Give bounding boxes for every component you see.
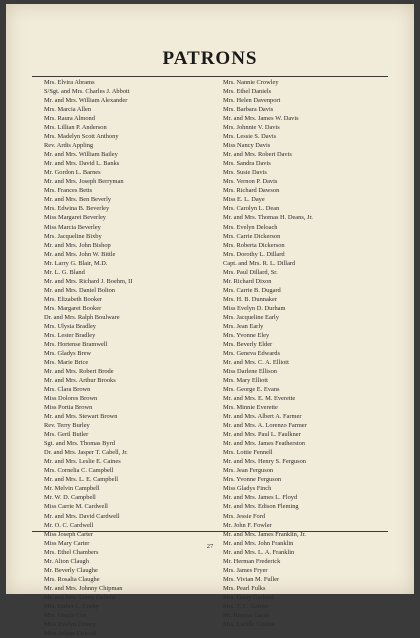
patron-name: Miss Mary Carter: [44, 539, 90, 547]
patron-name: Mrs. Elvira Abrams: [44, 79, 95, 86]
patron-name: Mrs. T. C. Garner: [223, 602, 269, 610]
patron-name: Mr. and Mrs. William Bailey: [44, 151, 118, 159]
patron-name: Capt. and Mrs. R. L. Dillard: [223, 259, 296, 267]
patron-name: Mrs. Susie Davis: [223, 169, 267, 177]
patron-name: Mr. Gordon L. Barnes: [44, 169, 101, 177]
patron-name: Mr. and Mrs. Robert Brode: [44, 368, 114, 375]
patron-name: Mr. and Mrs. Leroy Cofield: [44, 593, 115, 601]
patron-name: Mr. and Mrs. L. A. Franklin: [223, 548, 295, 556]
patron-name: Mrs. Sandra Davis: [223, 160, 271, 168]
patron-name: Miss Margaret Beverley: [44, 214, 106, 222]
patron-name: Mrs. H. B. Dunnaker: [223, 295, 277, 303]
patron-name: Mrs. Cornelia C. Campbell: [44, 467, 114, 475]
patron-name: Miss Darlene Ellison: [223, 368, 277, 375]
patron-name: Mrs. Nannie Crowley: [223, 79, 279, 86]
patron-name: Mr. W. D. Campbell: [44, 494, 96, 502]
patron-name: Mrs. Helen Davenport: [223, 97, 281, 105]
patron-name: Mrs. Jessie Ford: [223, 512, 266, 520]
patron-name: Mrs. Beverly Elder: [223, 340, 273, 348]
patron-name: Mr. and Mrs. A. Lorenzo Farmer: [223, 422, 307, 430]
patron-name: Mrs. Elizabeth Booker: [44, 295, 103, 303]
patron-name: Mr. Melvin Campbell: [44, 485, 100, 493]
patron-name: S/Sgt. and Mrs. Charles J. Abbott: [44, 88, 130, 96]
patron-name: Mrs. Mary Elliott: [223, 377, 268, 385]
patron-name: Mr. and Mrs. James W. Davis: [223, 115, 299, 123]
patron-name: Mr. and Mrs. James L. Floyd: [223, 494, 298, 502]
patron-name: Mr. Roscoe Garris: [223, 611, 271, 619]
patron-name: Mrs. Marcia Allen: [44, 106, 92, 114]
patron-name: Mr. and Mrs. Joseph Berryman: [44, 178, 124, 186]
patron-name: Miss Evelyn Creecy: [44, 620, 96, 628]
page-number: 27: [206, 543, 214, 550]
patron-name: Mrs. Marie Brice: [44, 358, 89, 366]
patron-name: Mr. and Mrs. Richard J. Boehm, II: [44, 277, 133, 285]
patron-name: Mrs. Esther L. Cosby: [44, 602, 99, 610]
patron-name: Mr. and Mrs. David Cardwell: [44, 512, 120, 520]
patron-name: Mrs. Jean Ferguson: [223, 467, 274, 475]
patron-name: Mrs. Jacqueline Early: [223, 313, 279, 321]
patron-name: Mr. and Mrs. John W. Bittle: [44, 250, 116, 258]
patron-name: Miss Gladys Finch: [223, 485, 272, 493]
patron-name: Mrs. Richard Dawson: [223, 187, 280, 195]
patron-name: Mr. and Mrs. Albert A. Farmer: [223, 413, 302, 421]
patron-name: Mr. Alton Claugh: [44, 557, 89, 565]
patron-name: Mrs. Rosalia Claughe: [44, 575, 100, 583]
patron-name: Mrs. Jean Early: [223, 322, 264, 330]
patron-name: Mrs. James Fryer: [223, 566, 268, 574]
patron-name: Mr. and Mrs. E. M. Everette: [223, 395, 296, 403]
patron-name: Mrs. Hortense Bramwell: [44, 340, 108, 348]
patron-name: Rev. Ardis Appling: [44, 142, 94, 150]
patron-name: Mrs. Vernon P. Davis: [223, 178, 278, 186]
patron-name: Mrs. Yvonne Ferguson: [223, 476, 282, 484]
patron-name: Mr. Larry G. Blair, M.D.: [44, 259, 108, 267]
patron-name: Sgt. and Mrs. Thomas Byrd: [44, 440, 115, 448]
patron-name: Mr. and Mrs. Paul L. Faulkner: [223, 431, 301, 439]
patron-name: Miss Dolores Brown: [44, 395, 98, 403]
patron-name: Mrs. Gracie Cox: [44, 611, 87, 619]
patron-name: Mrs. Barbara Davis: [223, 106, 274, 114]
patron-name: Miss E. L. Daye: [223, 196, 265, 204]
patron-name: Mrs. Dorothy L. Dillard: [223, 250, 285, 258]
bottom-rule: [32, 531, 388, 532]
patron-list-left: [44, 78, 220, 638]
patron-name: Mrs. Gertl Butler: [44, 431, 89, 439]
patron-name: Mrs. Roberta Dickerson: [223, 241, 285, 249]
patron-name: Mrs. Jacqueline Bixby: [44, 232, 102, 240]
patron-name: Mrs. Minnie Everette: [223, 404, 278, 412]
patron-name: Mrs. Frances Betts: [44, 187, 93, 195]
patron-name: Mr. and Mrs. Henry S. Ferguson: [223, 458, 306, 466]
patron-name: Dr. and Mrs. Ralph Boulware: [44, 313, 120, 321]
patron-name: Mr. and Mrs. John Franklin: [223, 539, 294, 547]
patron-name: Mr. and Mrs. Johnny Chipman: [44, 584, 123, 592]
patron-name: Mrs. Ulysia Bradley: [44, 322, 97, 330]
patron-name: Mr. L. G. Bland: [44, 268, 85, 276]
patron-name: Mrs. Madelyn Scott Anthony: [44, 133, 119, 141]
patron-name: Mrs. Ethel Daniels: [223, 88, 272, 96]
patron-name: Mr. and Mrs. Ben Beverly: [44, 196, 112, 204]
patron-name: Mr. and Mrs. Leslie E. Caines: [44, 458, 121, 466]
patron-name: Mrs. Edwina B. Beverley: [44, 205, 110, 213]
patron-name: Mrs. Lucille Greene: [223, 620, 275, 628]
patron-name: Mr. O. C. Cardwell: [44, 521, 94, 529]
patron-name: Miss Arlene Crucoff: [44, 629, 97, 637]
patron-name: Mrs. Paul Dillard, Sr.: [223, 268, 278, 276]
patron-name: Miss Marcia Beverley: [44, 223, 101, 231]
patron-name: Mrs. Clara Brown: [44, 386, 91, 394]
patron-name: Mr. and Mrs. Arthur Brooks: [44, 377, 116, 385]
document-page: [6, 4, 414, 637]
patron-name: Mr. and Mrs. Daniel Bolton: [44, 286, 116, 294]
patron-name: Mr. and Mrs. James Featherston: [223, 440, 306, 448]
patron-name: Mrs. Geneva Edwards: [223, 349, 280, 357]
patron-name: Mrs. Lillian P. Anderson: [44, 124, 107, 132]
patron-name: Miss Joseph Carter: [44, 530, 93, 538]
patron-name: Mrs. Evelyn Deloach: [223, 223, 278, 231]
patron-name: Mrs. Daisy Garland: [223, 593, 274, 601]
patron-name: Mrs. Johnnie V. Davis: [223, 124, 280, 132]
patron-name: Mr. Herman Frederick: [223, 557, 281, 565]
page-title: PATRONS: [162, 48, 258, 69]
patron-name: Mr. and Mrs. C. A. Elliott: [223, 358, 289, 366]
patron-name: Mrs. Lester Bradley: [44, 331, 96, 339]
patron-name: Mr. and Mrs. Thomas H. Deans, Jr.: [223, 214, 313, 222]
patron-name: Mrs. Carrie Dickerson: [223, 232, 281, 240]
patron-name: Mr. and Mrs. William Alexander: [44, 97, 128, 105]
patron-name: Mrs. Lessie S. Davis: [223, 133, 277, 141]
patron-name: Mrs. Yvonne Eley: [223, 331, 270, 339]
patron-name: Mr. and Mrs. David L. Banks: [44, 160, 120, 168]
patron-name: Mr. and Mrs. Stewart Brown: [44, 413, 118, 421]
patron-name: Mr. and Mrs. Robert Davis: [223, 151, 292, 159]
patron-name: Mr. Richard Dixon: [223, 277, 272, 285]
patron-name: Miss Carrie M. Cardwell: [44, 503, 108, 511]
patron-name: Miss Portia Brown: [44, 404, 93, 412]
patron-name: Rev. Terry Burley: [44, 422, 90, 430]
patron-name: Mrs. Ethel Chambers: [44, 548, 99, 556]
patron-name: Miss Nancy Davis: [223, 142, 271, 150]
patron-name: Mr. and Mrs. Edison Fleming: [223, 503, 299, 511]
patron-name: Dr. and Mrs. Jasper T. Cabell, Jr.: [44, 449, 128, 457]
patron-name: Mrs. Margaret Booker: [44, 304, 102, 312]
patron-name: Mr. and Mrs. L. E. Campbell: [44, 476, 119, 484]
patron-name: Mrs. Carolyn L. Dean: [223, 205, 280, 213]
patron-name: Mrs. Vivian M. Fuller: [223, 575, 280, 583]
patron-name: Mr. and Mrs. James Franklin, Jr.: [223, 530, 306, 538]
patron-name: Mrs. George E. Evans: [223, 386, 280, 394]
patron-name: Mrs. Carrie B. Dugard: [223, 286, 281, 294]
top-rule: [32, 76, 388, 77]
patron-name: Mrs. Pearl Fulks: [223, 584, 266, 592]
patron-name: Miss Evelyn D. Durham: [223, 304, 286, 312]
patron-name: Mr. John F. Fowler: [223, 521, 272, 529]
patron-name: Mr. Beverly Claughe: [44, 566, 98, 574]
patron-name: Mr. and Mrs. John Bishop: [44, 241, 111, 249]
patron-name: Mrs. Raura Almond: [44, 115, 95, 123]
patron-name: Mrs. Gladys Brew: [44, 349, 92, 357]
patron-name: Mrs. Lottie Fennell: [223, 449, 273, 457]
